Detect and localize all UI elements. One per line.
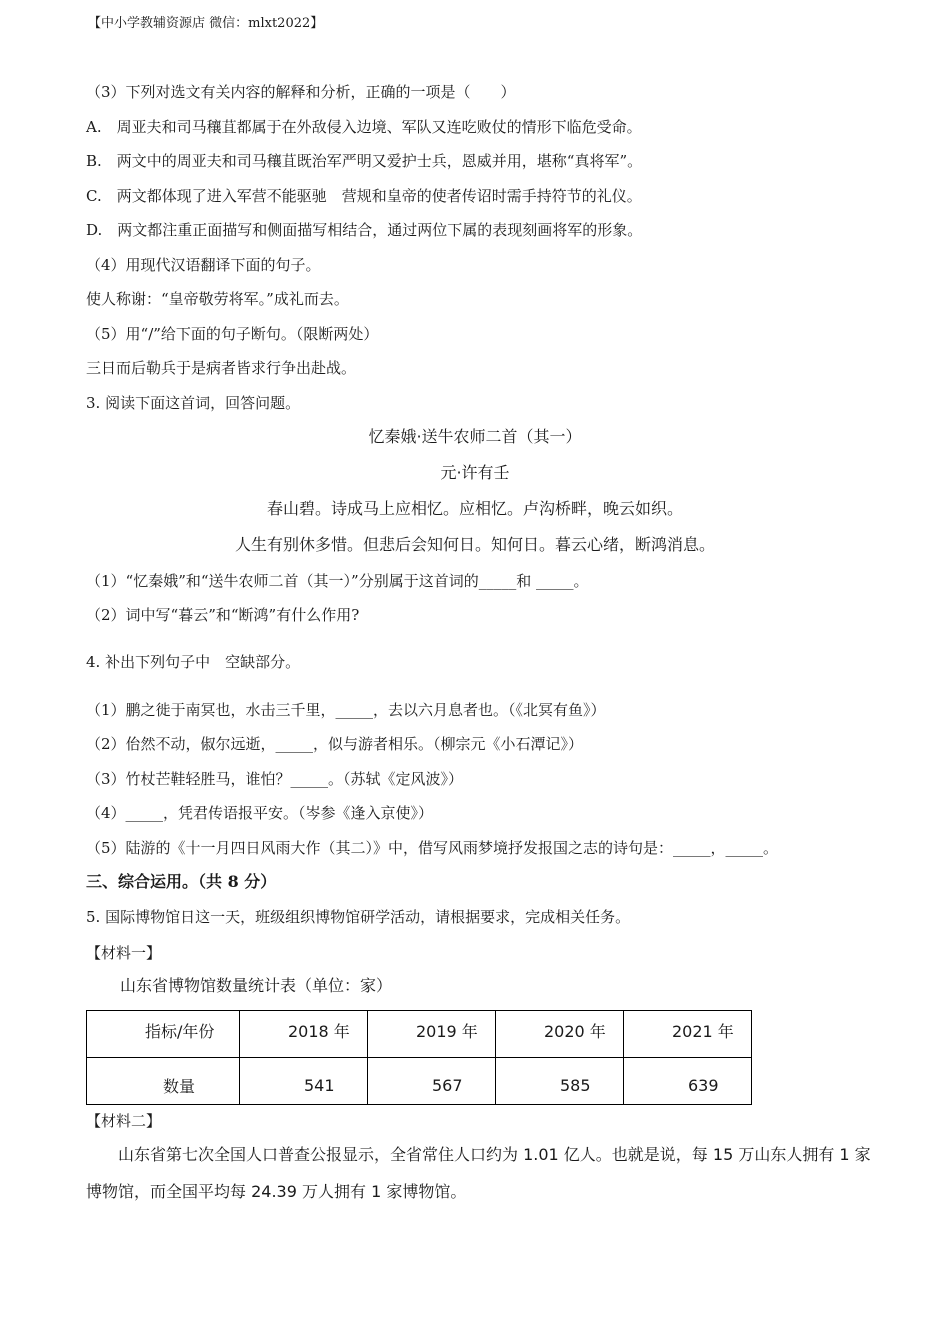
section-3-intro: 3. 阅读下面这首词，回答问题。 bbox=[86, 394, 301, 412]
fill-blank-3: （3）竹杖芒鞋轻胜马，谁怕？_____。（苏轼《定风波》） bbox=[86, 770, 464, 788]
fill-blank-5: （5）陆游的《十一月四日风雨大作（其二）》中，借写风雨梦境抒发报国之志的诗句是：_____，_____。 bbox=[86, 839, 779, 857]
table-header-cell: 指标/年份 bbox=[87, 1011, 240, 1058]
table-header-cell: 2021 年 bbox=[624, 1011, 752, 1058]
table-header-cell: 2018 年 bbox=[240, 1011, 368, 1058]
option-a: A. 周亚夫和司马穰苴都属于在外敌侵入边境、军队又连吃败仗的情形下临危受命。 bbox=[86, 118, 642, 136]
question-3-prompt: （3）下列对选文有关内容的解释和分析，正确的一项是（ ） bbox=[86, 83, 516, 101]
part-3-heading: 三、综合运用。（共 8 分） bbox=[86, 872, 277, 891]
table-row bbox=[87, 1058, 752, 1105]
question-5-intro: 5. 国际博物馆日这一天，班级组织博物馆研学活动，请根据要求，完成相关任务。 bbox=[86, 908, 631, 926]
poem-question-1: （1）“忆秦娥”和“送牛农师二首（其一）”分别属于这首词的_____和 _____。 bbox=[86, 572, 589, 590]
section-4-intro: 4. 补出下列句子中 空缺部分。 bbox=[86, 653, 301, 671]
fill-blank-4: （4）_____，凭君传语报平安。（岑参《逢入京使》） bbox=[86, 804, 434, 822]
table-header-cell: 2020 年 bbox=[496, 1011, 624, 1058]
poem-line-2: 人生有别休多惜。但悲后会知何日。知何日。暮云心绪，断鸿消息。 bbox=[234, 535, 715, 554]
option-c: C. 两文都体现了进入军营不能驱驰 营规和皇帝的使者传诏时需手持符节的礼仪。 bbox=[86, 187, 642, 205]
material-2-text: 山东省第七次全国人口普查公报显示，全省常住人口约为 1.01 亿人。也就是说，每 15 万山东人拥有 1 家博物馆，而全国平均每 24.39 万人拥有 1 家博物馆。 bbox=[86, 1145, 871, 1201]
question-4-prompt: （4）用现代汉语翻译下面的句子。 bbox=[86, 256, 321, 274]
table-cell: 585 bbox=[496, 1058, 624, 1105]
table-title: 山东省博物馆数量统计表（单位：家） bbox=[120, 976, 393, 995]
fill-blank-1: （1）鹏之徙于南冥也，水击三千里，_____，去以六月息者也。（《北冥有鱼》） bbox=[86, 701, 606, 719]
table-cell: 541 bbox=[240, 1058, 368, 1105]
table-cell: 567 bbox=[368, 1058, 496, 1105]
fill-blank-2: （2）佁然不动，俶尔远逝，_____，似与游者相乐。（柳宗元《小石潭记》） bbox=[86, 735, 584, 753]
table-header-cell: 2019 年 bbox=[368, 1011, 496, 1058]
option-b: B. 两文中的周亚夫和司马穰苴既治军严明又爱护士兵，恩威并用，堪称“真将军”。 bbox=[86, 152, 643, 170]
museum-stats-table bbox=[86, 1010, 752, 1105]
poem-line-1: 春山碧。诗成马上应相忆。应相忆。卢沟桥畔，晚云如织。 bbox=[266, 499, 683, 518]
poem-author: 元·许有壬 bbox=[440, 463, 510, 482]
poem-title: 忆秦娥·送牛农师二首（其一） bbox=[368, 427, 582, 446]
table-header-row bbox=[87, 1011, 752, 1058]
material-1-label: 【材料一】 bbox=[86, 944, 162, 962]
material-2-label: 【材料二】 bbox=[86, 1112, 162, 1130]
table-cell: 数量 bbox=[87, 1058, 240, 1105]
option-d: D. 两文都注重正面描写和侧面描写相结合，通过两位下属的表现刻画将军的形象。 bbox=[86, 221, 643, 239]
question-5-sentence: 三日而后勒兵于是病者皆求行争出赴战。 bbox=[86, 359, 357, 377]
page-header: 【中小学教辅资源店 微信：mlxt2022】 bbox=[88, 16, 324, 31]
question-4-sentence: 使人称谢：“皇帝敬劳将军。”成礼而去。 bbox=[86, 290, 349, 308]
table-cell: 639 bbox=[624, 1058, 752, 1105]
poem-question-2: （2）词中写“暮云”和“断鸿”有什么作用? bbox=[86, 606, 360, 624]
question-5-prompt: （5）用“/”给下面的句子断句。（限断两处） bbox=[86, 325, 379, 343]
